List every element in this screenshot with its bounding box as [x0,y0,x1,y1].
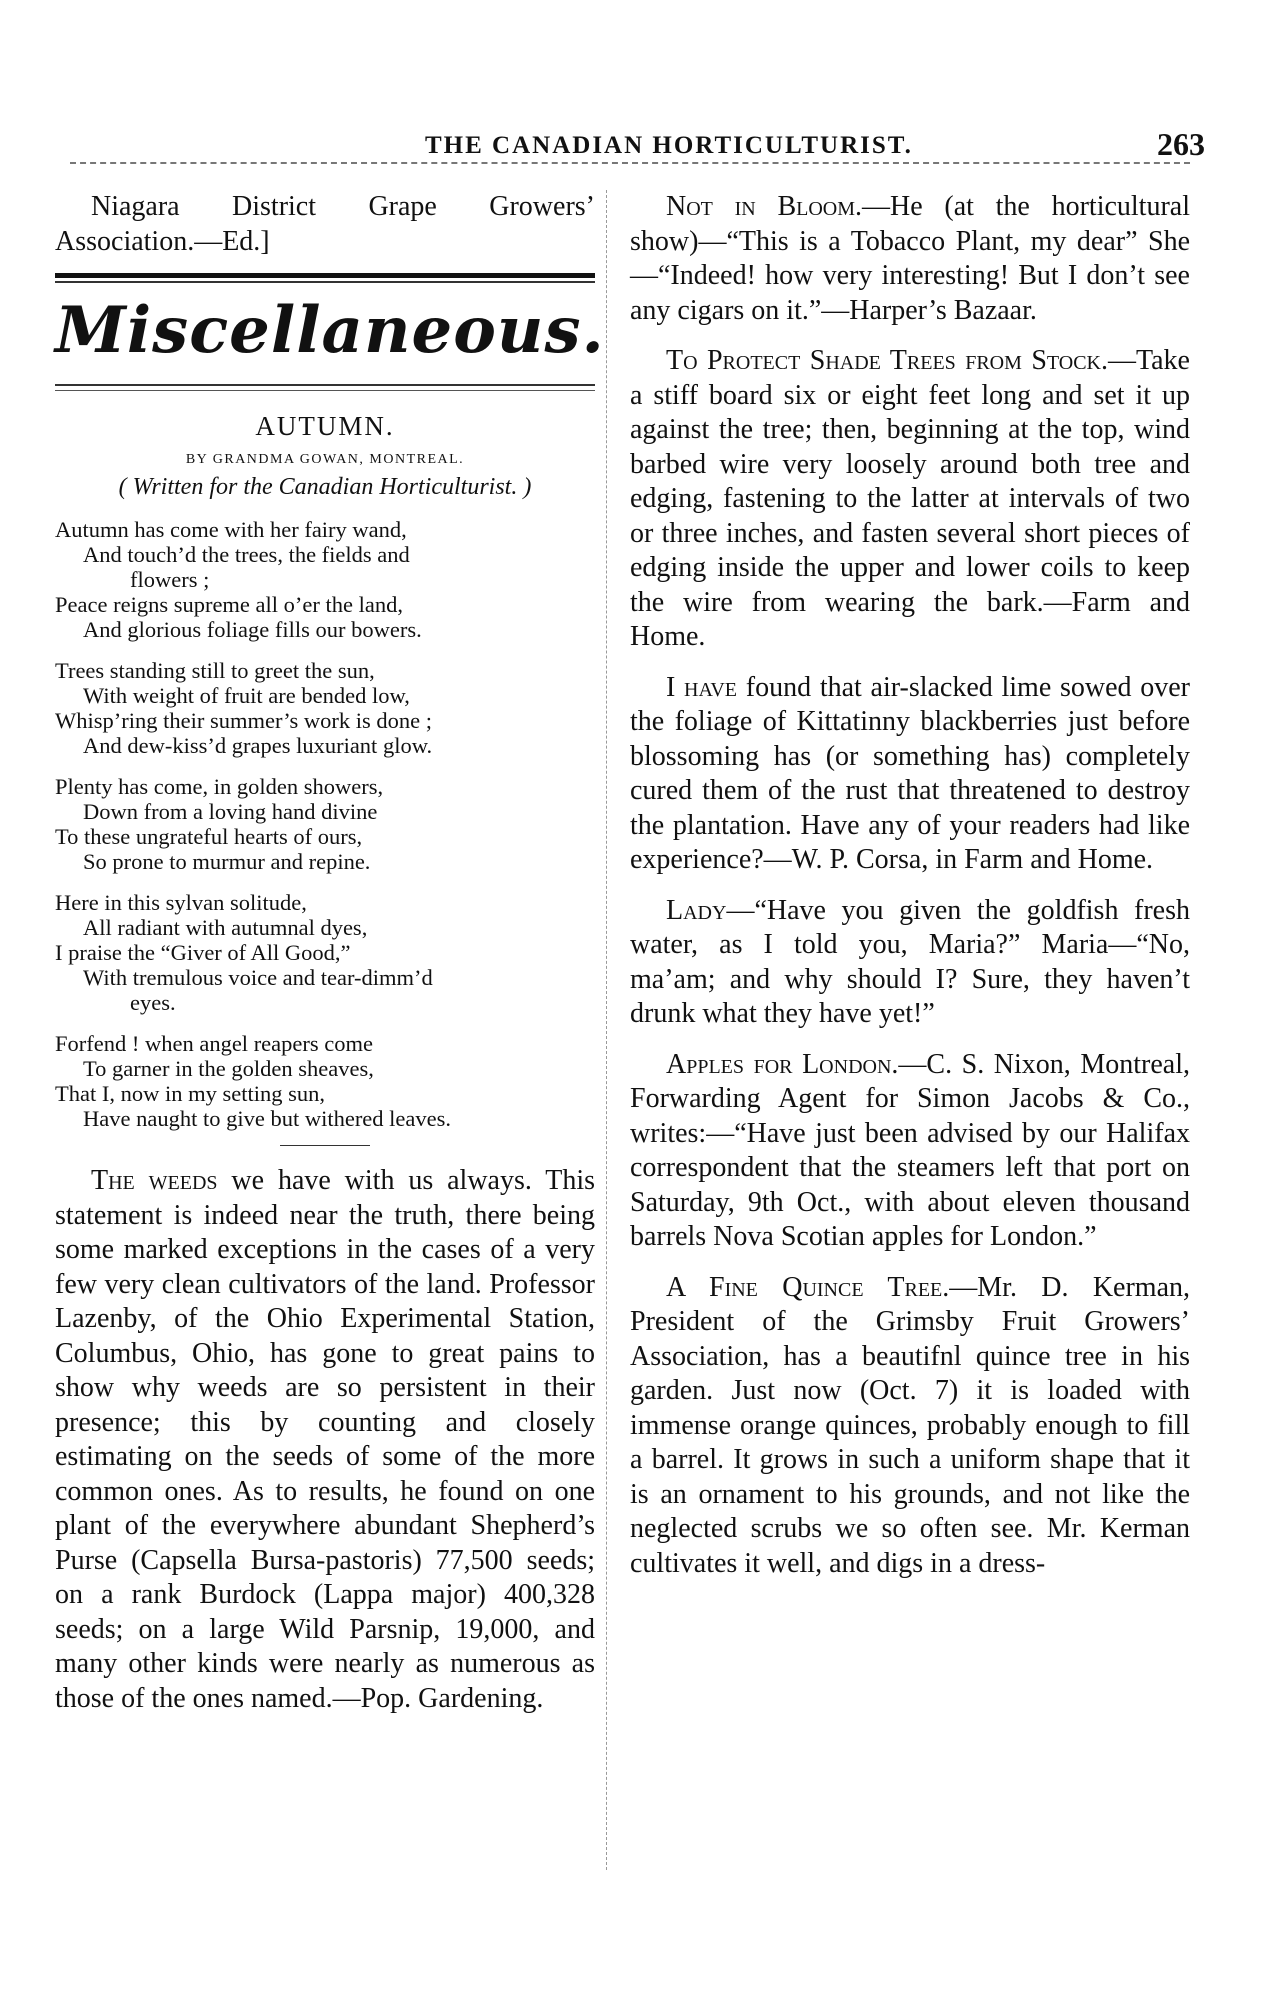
poem-end-rule [280,1145,370,1146]
paragraph-lady [630,894,1190,1032]
poem-line: Have naught to give but withered leaves. [83,1106,452,1131]
right-column [630,190,1190,1581]
weeds-lead: The weeds [91,1165,218,1196]
weeds-paragraph [55,1164,595,1716]
column-divider [606,190,607,1870]
poem-line: And touch’d the trees, the fields and [83,542,410,567]
paragraph-lead: Apples for London. [666,1048,899,1080]
poem-byline: BY GRANDMA GOWAN, MONTREAL. [185,452,465,467]
intro-text: Niagara District Grape Growers’ Association.—Ed.] [55,191,595,257]
poem-line: And glorious foliage fills our bowers. [83,617,422,642]
poem-title: AUTUMN. [255,411,395,441]
page-header [55,126,1205,172]
section-rule-bottom-thin [55,390,595,391]
paragraph-lead: I have [666,671,738,703]
poem-stanza [55,658,595,758]
poem-line: To these ungrateful hearts of ours, [55,824,363,849]
weeds-body: we have with us always. This statement is indeed near the truth, there being some marked exceptions in the cases of a very few very clean cultivators of the land. Professor Lazenby, of the Ohio Experimental Station, Columbus, Ohio, has gone to great pains to show why weeds are so persistent in their presence; this by counting and closely estimating on the seeds of some of the more common ones. As to results, he found on one plant of the everywhere abundant Shepherd’s Purse (Capsella Bursa-pastoris) 77,500 seeds; on a rank Burdock (Lappa major) 400,328 seeds; on a large Wild Parsnip, 19,000, and many other kinds were nearly as numerous as those of the ones named.—Pop. Gardening. [55,1165,596,1714]
poem-line: That I, now in my setting sun, [55,1081,325,1106]
poem-written-for: ( Written for the Canadian Horticulturist. ) [118,474,532,500]
poem-line: flowers ; [130,567,210,592]
poem-line: With tremulous voice and tear-dimm’d [83,965,433,990]
section-rule-thick [55,273,595,278]
poem-line: Trees standing still to greet the sun, [55,658,375,683]
poem-stanza [55,517,595,642]
poem-line: Here in this sylvan solitude, [55,890,307,915]
poem-line: And dew-kiss’d grapes luxuriant glow. [83,733,433,758]
poem-stanza [55,890,595,1015]
paragraph-body: —He (at the horticultural show)—“This is a Tobacco Plant, my dear” She—“Indeed! how very interesting! But I don’t see any cigars on it.”—Harper’s Bazaar. [630,191,1190,326]
paragraph-body: —Mr. D. Kerman, President of the Grimsby Fruit Growers’ Association, has a beautifnl quince tree in his garden. Just now (Oct. 7) it is loaded with immense orange quinces, probably enough to fill a barrel. It grows in such a uniform shape that it is an ornament to his grounds, and not like the neglected scrubs we so often see. Mr. Kerman cultivates it well, and digs in a dress- [630,1271,1191,1579]
poem-line: To garner in the golden sheaves, [83,1056,374,1081]
running-title: THE CANADIAN HORTICULTURIST. [425,132,913,159]
poem-line: Plenty has come, in golden showers, [55,774,384,799]
poem-line: Down from a loving hand divine [83,799,378,824]
poem-line: Whisp’ring their summer’s work is done ; [55,708,433,733]
poem-stanza [55,1031,595,1131]
poem-line: eyes. [130,990,176,1015]
poem-line: Autumn has come with her fairy wand, [55,517,407,542]
paragraph-lead: A Fine Quince Tree. [666,1271,950,1303]
section-rule-bottom [55,384,595,386]
paragraph-shade-trees [630,344,1190,655]
paragraph-body: —“Have you given the goldfish fresh water, as I told you, Maria?” Maria—“No, ma’am; and why should I? Sure, they haven’t drunk what they have yet!” [630,894,1190,1029]
paragraph-quince-tree [630,1271,1190,1582]
poem-line: All radiant with autumnal dyes, [83,915,368,940]
paragraph-apples-for-london [630,1048,1190,1255]
paragraph-lead: Lady [666,894,727,926]
paragraph-lead: Not in Bloom. [666,191,863,222]
paragraph-body: —Take a stiff board six or eight feet long and set it up against the tree; then, beginning at the top, wind barbed wire very loosely around both tree and edging, fastening to the latter at intervals of two or three inches, and fasten several short pieces of edging inside the upper and lower coils to keep the wire from wearing the bark.—Farm and Home. [630,345,1190,652]
page-number: 263 [1157,126,1205,162]
poem-stanza [55,774,595,874]
header-rule [70,162,1190,164]
poem-line: So prone to murmur and repine. [83,849,371,874]
poem-line: I praise the “Giver of All Good,” [55,940,351,965]
poem-line: Peace reigns supreme all o’er the land, [55,592,403,617]
poem-line: Forfend ! when angel reapers come [55,1031,373,1056]
poem-line: With weight of fruit are bended low, [83,683,410,708]
paragraph-lead: To Protect Shade Trees from Stock. [666,345,1108,376]
section-rule-thin [55,281,595,283]
paragraph-not-in-bloom [630,190,1190,328]
left-column [55,190,605,1716]
section-title: Miscellaneous. [55,293,605,368]
paragraph-body: —C. S. Nixon, Montreal, Forwarding Agent for Simon Jacobs & Co., writes:—“Have just been advised by our Halifax correspondent that the steamers left that port on Saturday, 9th Oct., with about eleven thousand barrels Nova Scotian apples for London.” [630,1048,1191,1252]
paragraph-body: found that air-slacked lime sowed over the foliage of Kittatinny blackberries just before blossoming has (or something has) completely cured them of the rust that threatened to destroy the plantation. Have any of your readers had like experience?—W. P. Corsa, in Farm and Home. [630,671,1191,875]
paragraph-air-slacked-lime [630,671,1190,878]
